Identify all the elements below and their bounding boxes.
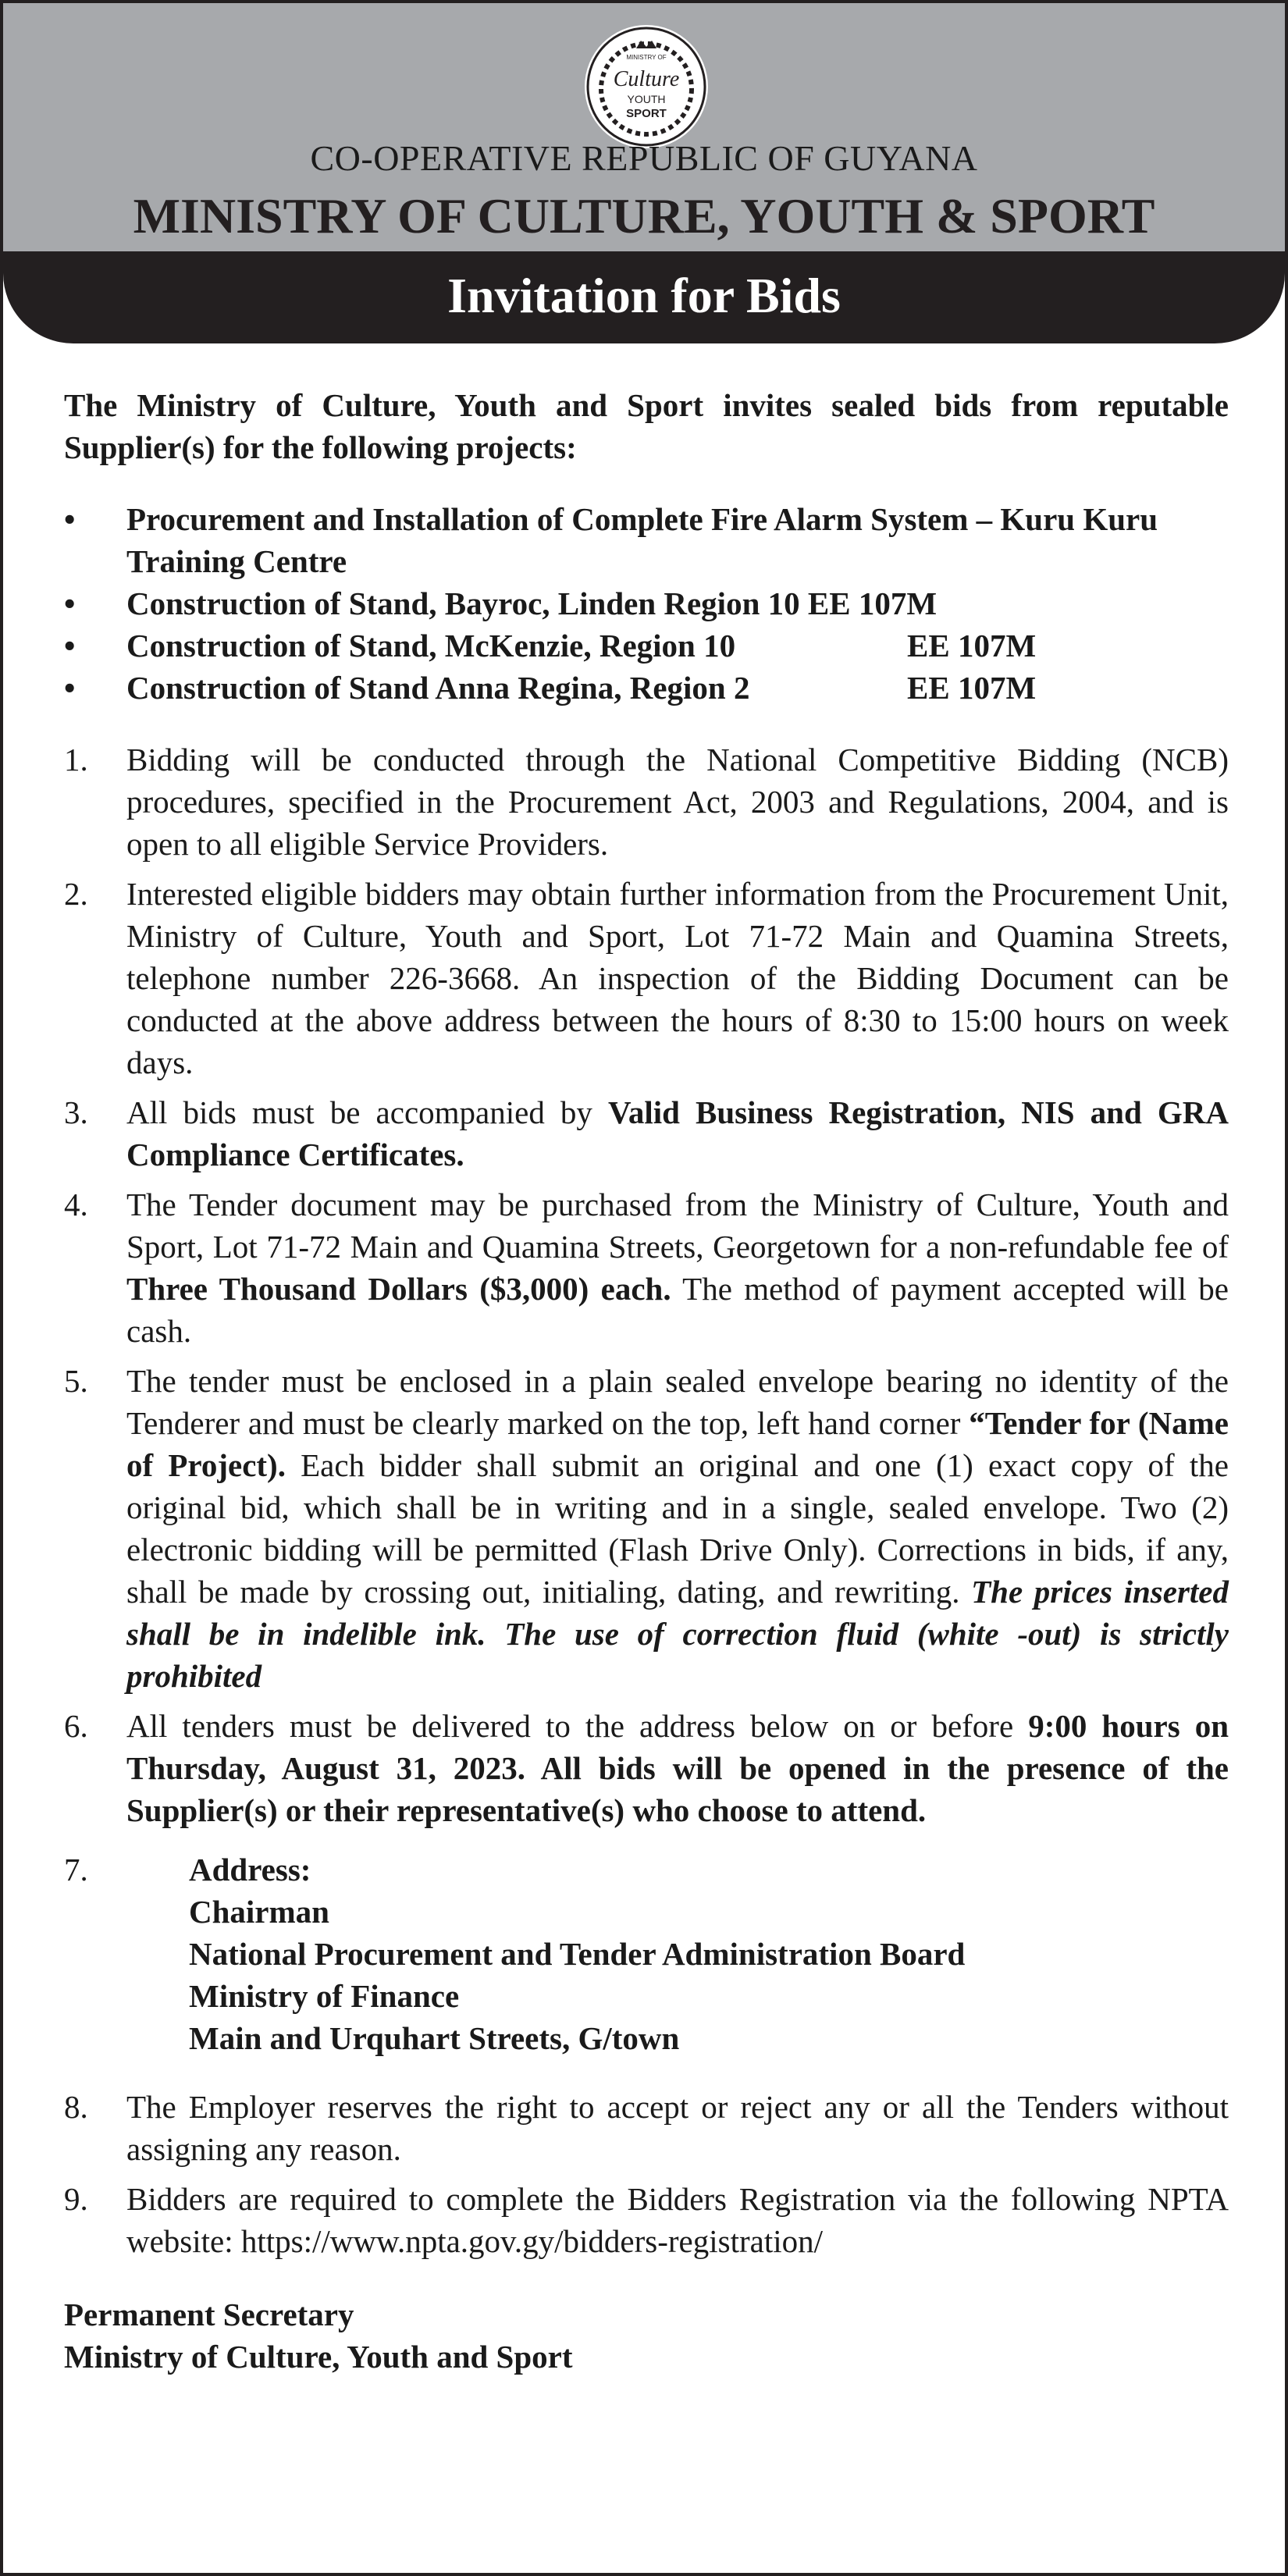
item-text: Bidding will be conducted through the National Competitive Bidding (NCB) procedures, specified in the Procurement Act, 2003 and Regulations, 2004, and is open to all eligible Service Providers.: [126, 742, 1229, 862]
list-item: [64, 2178, 1229, 2262]
logo-line-2: Culture: [613, 67, 680, 91]
address-line: Main and Urquhart Streets, G/town: [189, 2020, 680, 2056]
list-item: [64, 624, 1229, 667]
item-number: 6.: [64, 1708, 88, 1744]
address-block: [64, 1848, 1229, 2059]
page-title: Invitation for Bids: [447, 268, 841, 323]
item-number: 5.: [64, 1363, 88, 1399]
project-name: Procurement and Installation of Complete Fire Alarm System – Kuru Kuru Training Centre: [126, 501, 1158, 579]
address-line: Ministry of Finance: [189, 1978, 460, 2014]
republic-heading: CO-OPERATIVE REPUBLIC OF GUYANA: [310, 138, 978, 178]
intro-paragraph: The Ministry of Culture, Youth and Sport invites sealed bids from reputable Supplier(s) for the following projects:: [64, 387, 1229, 465]
address-line: Chairman: [189, 1894, 329, 1930]
body-content: [64, 384, 1229, 2378]
logo-line-3: YOUTH: [627, 93, 666, 105]
item-text-end: The method of payment accepted will be cash.: [126, 1271, 1229, 1349]
item-number: 9.: [64, 2181, 88, 2217]
item-text: Interested eligible bidders may obtain further information from the Procurement Unit, Ministry of Culture, Youth and Sport, Lot 71-72 Main and Quamina Streets, telephone number 226-3668. An inspection of the Bidding Document can be conducted at the above address between the hours of 8:30 to 15:00 hours on week days.: [126, 876, 1229, 1080]
item-number: 2.: [64, 876, 88, 912]
list-item: [64, 1360, 1229, 1697]
list-item: [64, 738, 1229, 865]
item-bold-text: Valid Business Registration, NIS and GRA Compliance Certificates.: [126, 1094, 1229, 1172]
bullet-icon: •: [64, 585, 76, 621]
item-text: The Employer reserves the right to accept or reject any or all the Tenders without assigning any reason.: [126, 2089, 1229, 2167]
item-bold-text: “Tender for (Name of Project).: [126, 1405, 1229, 1483]
item-text-mid: Each bidder shall submit an original and one (1) exact copy of the original bid, which shall be in writing and in a single, sealed envelope. Two (2) electronic bidding will be permitted (Flash Drive Only). Corrections in bids, if any, shall be made by crossing out, initialing, dating, and rewriting.: [126, 1447, 1229, 1610]
project-code: EE 107M: [907, 670, 1037, 706]
logo-line-1: MINISTRY OF: [626, 54, 667, 61]
project-name: Construction of Stand, McKenzie, Region 10: [126, 628, 736, 664]
ministry-logo: [585, 25, 708, 148]
logo-line-4: SPORT: [626, 107, 667, 120]
ministry-logo-icon: [585, 25, 708, 148]
item-text: The tender must be enclosed in a plain sealed envelope bearing no identity of the Tenderer and must be clearly marked on the top, left hand corner: [126, 1363, 1229, 1441]
header: [3, 3, 1285, 261]
project-name: Construction of Stand Anna Regina, Region 2: [126, 670, 750, 706]
item-text: The Tender document may be purchased from the Ministry of Culture, Youth and Sport, Lot 71-72 Main and Quamina Streets, Georgetown for a non-refundable fee of: [126, 1187, 1229, 1265]
project-name: Construction of Stand, Bayroc, Linden Region 10: [126, 585, 800, 621]
list-item: [64, 667, 1229, 709]
list-item: [64, 873, 1229, 1083]
title-banner: [3, 251, 1285, 343]
signoff-block: [64, 2293, 1229, 2378]
bullet-icon: •: [64, 628, 76, 664]
list-item: [64, 1183, 1229, 1352]
item-text: All tenders must be delivered to the address below on or before: [126, 1708, 1029, 1744]
signoff-title: Permanent Secretary: [64, 2297, 354, 2332]
bullet-icon: •: [64, 501, 76, 537]
list-item: [64, 582, 1229, 624]
list-item: [64, 498, 1229, 582]
project-code: EE 107M: [807, 585, 938, 621]
item-number: 3.: [64, 1094, 88, 1130]
list-item: [64, 1705, 1229, 1831]
conditions-list: [64, 738, 1229, 2262]
list-item: [64, 2086, 1229, 2170]
item-text: Bidders are required to complete the Bidders Registration via the following NPTA website: https://www.npta.gov.gy/bidders-registration/: [126, 2181, 1229, 2259]
item-number: 1.: [64, 742, 88, 777]
item-bold-text: Three Thousand Dollars ($3,000) each.: [126, 1271, 671, 1307]
item-bold-text: 9:00 hours on Thursday, August 31, 2023. All bids will be opened in the presence of the Supplier(s) or their representative(s) who choose to attend.: [126, 1708, 1229, 1828]
list-item: [64, 1091, 1229, 1176]
item-bold-italic-text: The prices inserted shall be in indelible ink. The use of correction fluid (white -out) is strictly prohibited: [126, 1574, 1229, 1694]
address-line: National Procurement and Tender Administration Board: [189, 1936, 966, 1972]
bullet-icon: •: [64, 670, 76, 706]
project-list: [64, 498, 1229, 709]
item-number: 7.: [64, 1852, 88, 1888]
address-label: Address:: [189, 1852, 311, 1888]
signoff-ministry: Ministry of Culture, Youth and Sport: [64, 2339, 573, 2375]
item-text: All bids must be accompanied by: [126, 1094, 608, 1130]
ministry-heading: MINISTRY OF CULTURE, YOUTH & SPORT: [133, 188, 1155, 244]
item-number: 4.: [64, 1187, 88, 1222]
item-number: 8.: [64, 2089, 88, 2125]
project-code: EE 107M: [907, 628, 1037, 664]
